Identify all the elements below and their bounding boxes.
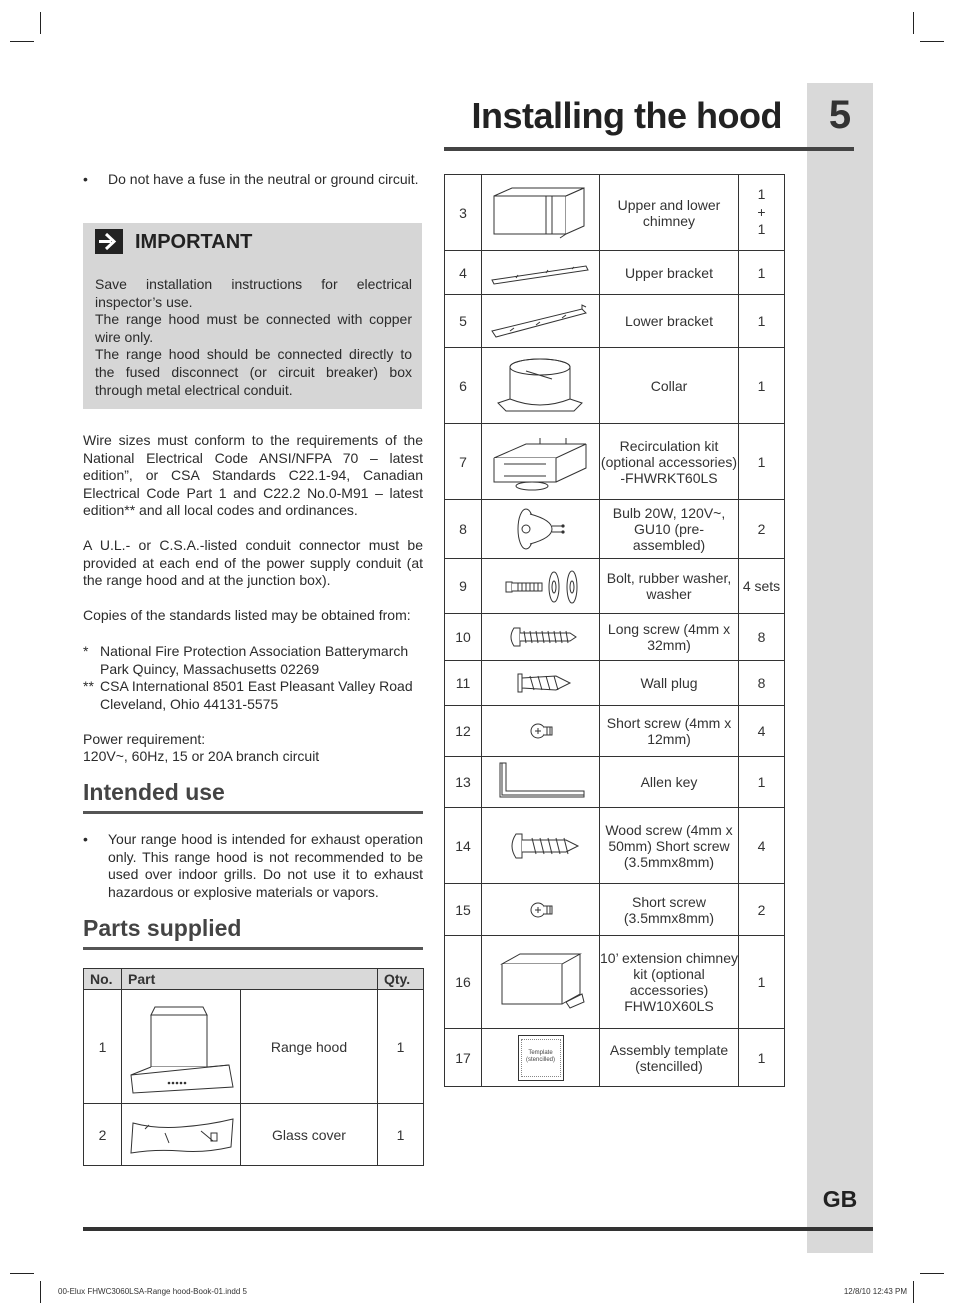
table-row [445, 1029, 785, 1087]
section-rule [83, 947, 423, 950]
part-image [482, 295, 600, 348]
power-label: Power requirement: [83, 731, 206, 747]
copies-paragraph: Copies of the standards listed may be obtained from: [83, 607, 411, 623]
part-image [482, 251, 600, 295]
table-row [445, 936, 785, 1029]
part-image [482, 757, 600, 808]
part-qty: 8 [739, 661, 785, 706]
parts-table-left [83, 968, 424, 1166]
part-name: Collar [600, 348, 739, 424]
ref-mark: * [83, 643, 89, 659]
bolt-washer-icon [486, 564, 596, 608]
part-name: Recirculation kit (optional accessories) -FHWRKT60LS [600, 424, 739, 500]
part-image [482, 884, 600, 936]
part-name: Range hood [241, 990, 378, 1104]
intended-use-heading: Intended use [83, 779, 225, 805]
ref-mark: ** [83, 678, 94, 694]
part-name: Upper and lower chimney [600, 175, 739, 251]
part-qty: 8 [739, 614, 785, 661]
row-number: 12 [445, 706, 482, 757]
part-image [122, 990, 241, 1104]
part-qty: 1 [739, 348, 785, 424]
row-number: 8 [445, 500, 482, 559]
table-row [445, 175, 785, 251]
part-name: Allen key [600, 757, 739, 808]
important-line: The range hood should be connected directly to the fused disconnect (or circuit breaker) box through metal electrical conduit. [95, 346, 412, 398]
part-qty: 2 [739, 884, 785, 936]
part-image [482, 808, 600, 884]
part-qty: 1 + 1 [739, 175, 785, 251]
allen-key-icon [486, 759, 596, 805]
part-name: Bulb 20W, 120V~, GU10 (pre-assembled) [600, 500, 739, 559]
row-number: 7 [445, 424, 482, 500]
crop-mark [40, 1281, 41, 1303]
part-name: Long screw (4mm x 32mm) [600, 614, 739, 661]
crop-mark [913, 1281, 914, 1303]
bullet-dot: • [83, 831, 88, 847]
part-qty: 1 [739, 424, 785, 500]
important-body [95, 276, 412, 399]
part-image [482, 936, 600, 1029]
side-tab [807, 83, 873, 1253]
part-qty: 1 [378, 1104, 424, 1166]
short-screw-icon [486, 893, 596, 927]
part-qty: 2 [739, 500, 785, 559]
table-row [445, 614, 785, 661]
parts-table-right [444, 174, 785, 1087]
range-hood-icon [125, 997, 237, 1097]
footer-file: 00-Elux FHWC3060LSA-Range hood-Book-01.indd 5 [58, 1287, 247, 1296]
part-qty: 1 [739, 757, 785, 808]
part-image [482, 500, 600, 559]
crop-mark [913, 12, 914, 34]
part-qty: 4 [739, 808, 785, 884]
row-number: 5 [445, 295, 482, 348]
table-row [445, 661, 785, 706]
part-name: Wood screw (4mm x 50mm) Short screw (3.5mmx8mm) [600, 808, 739, 884]
row-number: 2 [84, 1104, 122, 1166]
header-no: No. [84, 969, 122, 990]
row-number: 3 [445, 175, 482, 251]
crop-mark [40, 12, 41, 34]
part-qty: 1 [378, 990, 424, 1104]
language-tab: GB [822, 1186, 858, 1212]
important-box [83, 223, 422, 409]
important-line: Save installation instructions for electrical inspector’s use. [95, 276, 412, 310]
part-image [122, 1104, 241, 1166]
table-row [445, 559, 785, 614]
part-name: Wall plug [600, 661, 739, 706]
row-number: 9 [445, 559, 482, 614]
header-qty: Qty. [378, 969, 424, 990]
table-row [445, 757, 785, 808]
crop-mark [920, 1273, 944, 1274]
bottom-rule [83, 1227, 873, 1231]
table-row [84, 1104, 424, 1166]
table-row [84, 990, 424, 1104]
part-name: 10’ extension chimney kit (optional accessories) FHW10X60LS [600, 936, 739, 1029]
row-number: 14 [445, 808, 482, 884]
bullet-dot: • [83, 171, 88, 187]
part-qty: 1 [739, 1029, 785, 1087]
row-number: 13 [445, 757, 482, 808]
ref-text: CSA International 8501 East Pleasant Valley Road Cleveland, Ohio 44131-5575 [100, 678, 413, 712]
short-screw-icon [486, 714, 596, 748]
table-row [445, 295, 785, 348]
part-name: Assembly template (stencilled) [600, 1029, 739, 1087]
header-part: Part [122, 969, 378, 990]
footer-date: 12/8/10 12:43 PM [843, 1287, 907, 1296]
part-image [482, 348, 600, 424]
row-number: 15 [445, 884, 482, 936]
row-number: 6 [445, 348, 482, 424]
page-title: Installing the hood [471, 95, 782, 136]
table-header-row [84, 969, 424, 990]
wall-plug-icon [486, 666, 596, 700]
arrow-right-icon [95, 229, 123, 254]
fuse-bullet-text: Do not have a fuse in the neutral or ground circuit. [108, 171, 419, 187]
table-row [445, 251, 785, 295]
row-number: 11 [445, 661, 482, 706]
long-screw-icon [486, 622, 596, 652]
intended-use-text: Your range hood is intended for exhaust operation only. This range hood is not recommended to be used over indoor grills. Do not use it to exhaust hazardous or explosive materials or vapors. [108, 831, 423, 900]
table-row [445, 706, 785, 757]
bulb-icon [486, 504, 596, 554]
part-name: Short screw (4mm x 12mm) [600, 706, 739, 757]
template-icon-label: Template (stencilled) [525, 1049, 555, 1063]
template-icon [518, 1035, 564, 1081]
recirculation-kit-icon [486, 430, 596, 494]
part-qty: 4 sets [739, 559, 785, 614]
part-image [482, 175, 600, 251]
important-heading: IMPORTANT [135, 231, 253, 253]
row-number: 16 [445, 936, 482, 1029]
chimney-icon [486, 182, 596, 244]
important-line: The range hood must be connected with copper wire only. [95, 311, 412, 345]
part-image [482, 706, 600, 757]
table-row [445, 500, 785, 559]
part-name: Upper bracket [600, 251, 739, 295]
crop-mark [10, 41, 34, 42]
title-rule [444, 147, 854, 151]
crop-mark [10, 1273, 34, 1274]
row-number: 10 [445, 614, 482, 661]
section-rule [83, 811, 423, 814]
table-row [445, 808, 785, 884]
row-number: 1 [84, 990, 122, 1104]
glass-cover-icon [125, 1113, 237, 1157]
part-qty: 4 [739, 706, 785, 757]
table-row [445, 884, 785, 936]
parts-supplied-heading: Parts supplied [83, 915, 242, 941]
lower-bracket-icon [486, 301, 596, 341]
row-number: 4 [445, 251, 482, 295]
page-number: 5 [828, 93, 852, 137]
part-image [482, 424, 600, 500]
ref-text: National Fire Protection Association Batterymarch Park Quincy, Massachusetts 02269 [100, 643, 409, 677]
upper-bracket-icon [486, 258, 596, 288]
part-image [482, 661, 600, 706]
table-row [445, 424, 785, 500]
wood-screw-icon [486, 826, 596, 866]
connector-paragraph: A U.L.- or C.S.A.-listed conduit connector must be provided at each end of the power supply conduit (at the range hood and at the junction box). [83, 537, 423, 589]
extension-chimney-icon [486, 950, 596, 1014]
part-qty: 1 [739, 295, 785, 348]
part-image [482, 614, 600, 661]
table-row [445, 348, 785, 424]
part-name: Lower bracket [600, 295, 739, 348]
part-qty: 1 [739, 251, 785, 295]
part-name: Short screw (3.5mmx8mm) [600, 884, 739, 936]
part-image [482, 1029, 600, 1087]
part-name: Bolt, rubber washer, washer [600, 559, 739, 614]
part-name: Glass cover [241, 1104, 378, 1166]
crop-mark [920, 41, 944, 42]
collar-icon [486, 353, 596, 419]
part-qty: 1 [739, 936, 785, 1029]
part-image [482, 559, 600, 614]
power-value: 120V~, 60Hz, 15 or 20A branch circuit [83, 748, 320, 764]
wire-sizes-paragraph: Wire sizes must conform to the requirements of the National Electrical Code ANSI/NFPA 70 – latest edition”, or CSA Standards C22.1-94, Canadian Electrical Code Part 1 and C22.2 No.0-M91 – latest edition** and all local codes and ordinances. [83, 432, 423, 519]
row-number: 17 [445, 1029, 482, 1087]
